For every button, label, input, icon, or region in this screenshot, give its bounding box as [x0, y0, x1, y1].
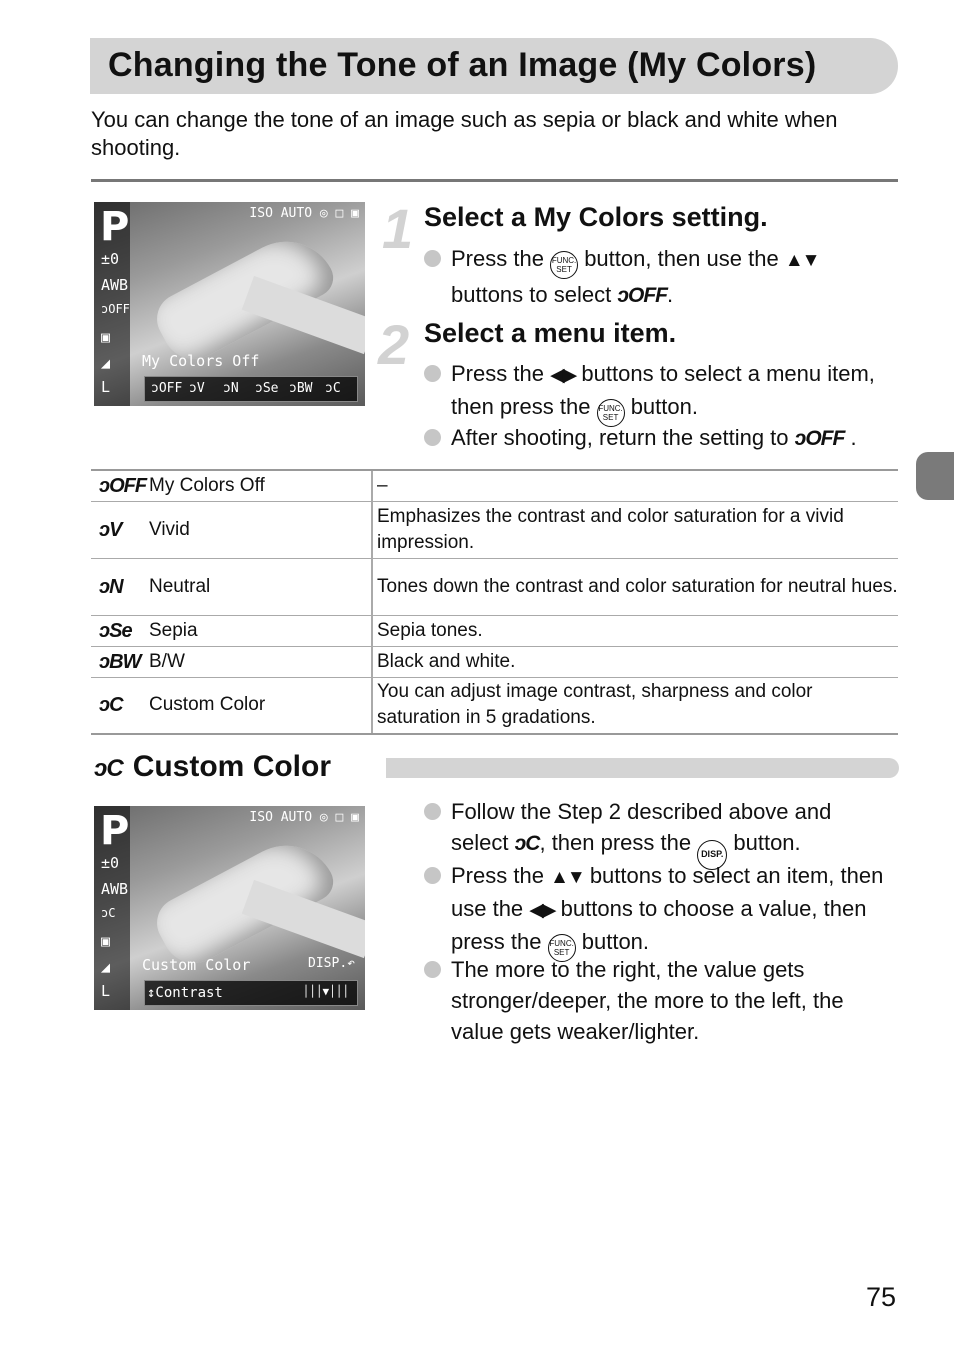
- step-1-bullet: Press the FUNC. SET button, then use the ▲▼ buttons to select ɔOFF.: [424, 243, 894, 311]
- custom-color-icon: ɔC: [94, 755, 123, 782]
- table-row: ɔC Custom Color You can adjust image contrast, sharpness and color saturation in 5 gradations.: [91, 677, 898, 734]
- my-colors-table: [91, 469, 898, 735]
- contrast-scale: │││▼│││: [302, 985, 349, 998]
- my-colors-icon: ɔOFF: [101, 302, 130, 316]
- white-balance-icon: AWB: [101, 880, 129, 898]
- status-icons: ISO AUTO ◎ □ ▣: [249, 810, 359, 825]
- my-colors-off-icon: ɔOFF: [794, 427, 845, 450]
- bullet-dot: [424, 961, 441, 978]
- section-bar: [386, 758, 899, 778]
- compression-icon: ◢: [101, 958, 111, 976]
- custom-bullet-2: Press the ▲▼ buttons to select an item, then use the ◀▶ buttons to choose a value, then press the FUNC. SET button.: [424, 860, 894, 962]
- my-colors-off-icon: ɔOFF: [91, 470, 147, 501]
- table-row: ɔBW B/W Black and white.: [91, 646, 898, 677]
- compression-icon: ◢: [101, 354, 111, 372]
- strip-vivid-icon: ɔV: [189, 381, 205, 396]
- sepia-icon: ɔSe: [91, 615, 147, 646]
- status-icons: ISO AUTO ◎ □ ▣: [249, 206, 359, 221]
- size-icon: L: [101, 982, 111, 1000]
- step-2-title: Select a menu item.: [424, 318, 677, 348]
- table-row: ɔSe Sepia Sepia tones.: [91, 615, 898, 646]
- menu-label: My Colors Off: [142, 352, 260, 370]
- bullet-dot: [424, 429, 441, 446]
- bullet-dot: [424, 803, 441, 820]
- step-1-title: Select a My Colors setting.: [424, 202, 768, 232]
- metering-icon: ▣: [101, 932, 111, 950]
- neutral-icon: ɔN: [91, 558, 147, 615]
- strip-bw-icon: ɔBW: [289, 381, 313, 396]
- up-down-arrows-icon: ▲▼: [550, 867, 584, 888]
- table-row: ɔOFF My Colors Off –: [91, 470, 898, 501]
- camera-screen-custom-color: [94, 806, 365, 1010]
- strip-off-icon: ɔOFF: [151, 381, 183, 396]
- exposure-icon: ±0: [101, 854, 120, 872]
- left-right-arrows-icon: ◀▶: [550, 365, 576, 386]
- mode-indicator: P: [100, 808, 130, 854]
- step-number-1: 1: [382, 197, 414, 260]
- vivid-icon: ɔV: [91, 501, 147, 558]
- size-icon: L: [101, 378, 111, 396]
- strip-neutral-icon: ɔN: [223, 381, 239, 396]
- chapter-tab: [916, 452, 954, 500]
- strip-custom-icon: ɔC: [325, 381, 341, 396]
- func-set-button-icon: FUNC. SET: [548, 934, 576, 962]
- table-row: ɔN Neutral Tones down the contrast and color saturation for neutral hues.: [91, 558, 898, 615]
- func-set-button-icon: FUNC. SET: [597, 399, 625, 427]
- exposure-icon: ±0: [101, 250, 120, 268]
- disp-button-icon: DISP.: [697, 840, 727, 870]
- contrast-strip: [144, 980, 358, 1006]
- page-title: Changing the Tone of an Image (My Colors): [108, 46, 817, 84]
- menu-label: Custom Color: [142, 956, 251, 974]
- camera-screen-my-colors: [94, 202, 365, 406]
- page-number: 75: [866, 1282, 897, 1312]
- my-colors-off-icon: ɔOFF: [617, 284, 668, 307]
- left-right-arrows-icon: ◀▶: [529, 900, 555, 921]
- bullet-dot: [424, 365, 441, 382]
- step-2-bullet-2: After shooting, return the setting to ɔOFF .: [424, 422, 894, 454]
- step-number-2: 2: [378, 313, 410, 376]
- section-title: ɔC Custom Color: [94, 750, 332, 783]
- func-set-button-icon: FUNC. SET: [550, 251, 578, 279]
- my-colors-strip: [144, 376, 358, 402]
- table-row: ɔV Vivid Emphasizes the contrast and color saturation for a vivid impression.: [91, 501, 898, 558]
- custom-color-icon: ɔC: [514, 832, 540, 855]
- custom-color-icon: ɔC: [91, 677, 147, 734]
- custom-bullet-1: Follow the Step 2 described above and select ɔC, then press the DISP. button.: [424, 796, 894, 870]
- bw-icon: ɔBW: [91, 646, 147, 677]
- metering-icon: ▣: [101, 328, 111, 346]
- mode-indicator: P: [100, 204, 130, 250]
- intro-text: You can change the tone of an image such as sepia or black and white when shooting.: [91, 107, 838, 160]
- custom-color-icon: ɔC: [101, 906, 116, 920]
- title-bar: [90, 38, 898, 94]
- disp-return-icon: DISP.↶: [308, 956, 355, 971]
- up-down-arrows-icon: ▲▼: [784, 250, 819, 271]
- white-balance-icon: AWB: [101, 276, 129, 294]
- step-2-bullet-1: Press the ◀▶ buttons to select a menu item, then press the FUNC. SET button.: [424, 358, 894, 427]
- bullet-dot: [424, 867, 441, 884]
- divider: [91, 179, 898, 182]
- bullet-dot: [424, 250, 441, 267]
- custom-bullet-3: The more to the right, the value gets stronger/deeper, the more to the left, the value gets weaker/lighter.: [424, 954, 894, 1047]
- strip-sepia-icon: ɔSe: [255, 381, 279, 396]
- contrast-item: ↕Contrast: [147, 985, 223, 1001]
